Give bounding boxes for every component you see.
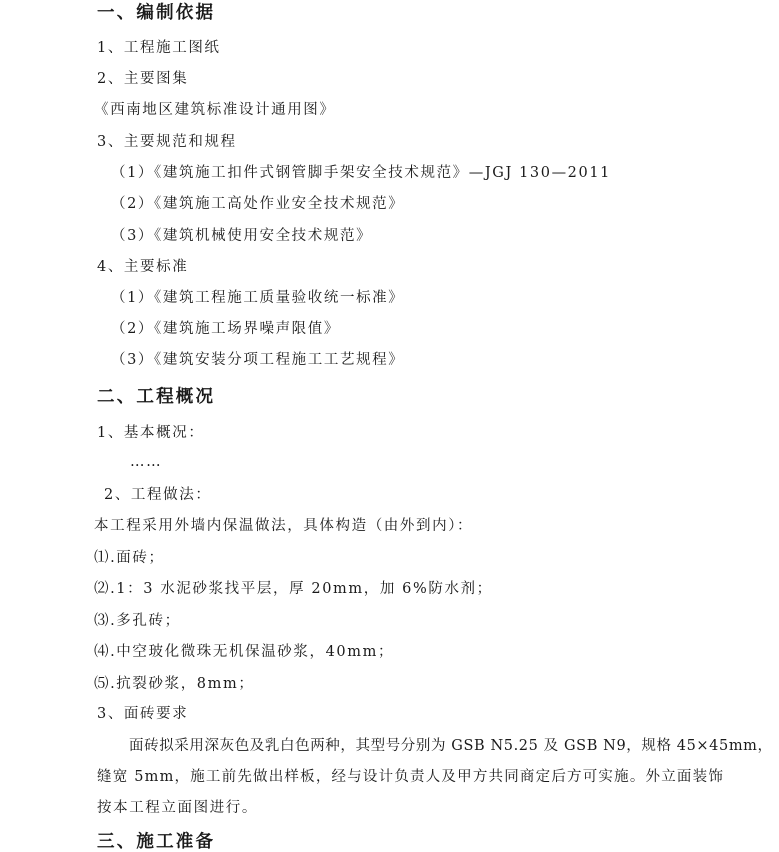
list-item-tile-requirements: 3、面砖要求 — [97, 706, 189, 722]
spec-item-3: （3）《建筑机械使用安全技术规范》 — [111, 228, 373, 244]
standard-item-1: （1）《建筑工程施工质量验收统一标准》 — [111, 290, 405, 306]
layer-item-3: ⑶.多孔砖； — [94, 613, 181, 629]
list-item-atlas: 2、主要图集 — [97, 71, 189, 87]
standard-item-3: （3）《建筑安装分项工程施工工艺规程》 — [111, 352, 405, 368]
layer-item-1: ⑴.面砖； — [94, 550, 165, 566]
atlas-title: 《西南地区建筑标准设计通用图》 — [94, 102, 336, 118]
list-item-standards: 4、主要标准 — [97, 259, 189, 275]
tile-paragraph-line-1: 面砖拟采用深灰色及乳白色两种，其型号分别为 GSB N5.25 及 GSB N9，规格 45×45mm， — [129, 738, 773, 754]
tile-paragraph-line-3: 按本工程立面图进行。 — [97, 800, 258, 816]
layer-item-4: ⑷.中空玻化微珠无机保温砂浆，40mm； — [94, 644, 395, 660]
ellipsis-text: …… — [130, 454, 163, 470]
section-heading-overview: 二、工程概况 — [97, 387, 216, 407]
layer-item-2: ⑵.1：3 水泥砂浆找平层，厚 20mm，加 6%防水剂； — [94, 581, 493, 597]
tile-paragraph-line-2: 缝宽 5mm，施工前先做出样板，经与设计负责人及甲方共同商定后方可实施。外立面装饰 — [97, 769, 725, 785]
list-item-specs: 3、主要规范和规程 — [97, 134, 237, 150]
spec-item-2: （2）《建筑施工高处作业安全技术规范》 — [111, 196, 405, 212]
layer-item-5: ⑸.抗裂砂浆，8mm； — [94, 676, 255, 692]
construction-intro: 本工程采用外墙内保温做法，具体构造（由外到内）： — [94, 518, 474, 534]
list-item-basic-overview: 1、基本概况： — [97, 425, 205, 441]
section-heading-basis: 一、编制依据 — [97, 3, 216, 23]
spec-item-1: （1）《建筑施工扣件式钢管脚手架安全技术规范》—JGJ 130—2011 — [111, 165, 611, 181]
list-item-drawings: 1、工程施工图纸 — [97, 40, 221, 56]
list-item-method: 2、工程做法： — [104, 487, 212, 503]
section-heading-preparation: 三、施工准备 — [97, 832, 216, 852]
standard-item-2: （2）《建筑施工场界噪声限值》 — [111, 321, 340, 337]
